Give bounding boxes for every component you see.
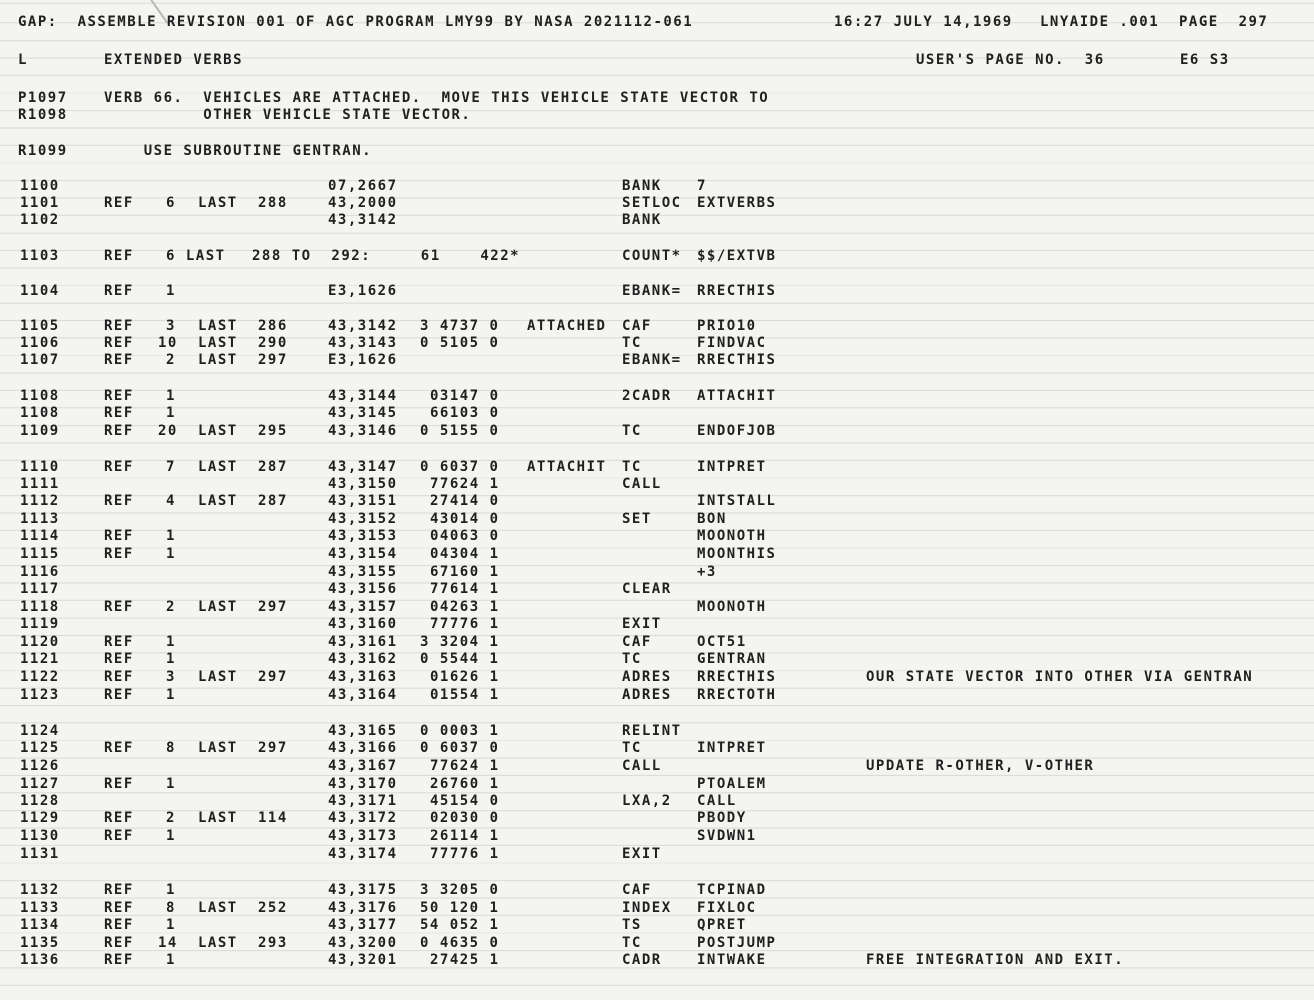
last-label: LAST <box>198 335 238 351</box>
ref-count: 14 <box>158 935 178 951</box>
ref-count: 1 <box>166 283 176 299</box>
ref-count: 1 <box>166 828 176 844</box>
octal-word: 0 5105 0 <box>420 335 500 351</box>
last-page: 293 <box>258 935 288 951</box>
ref-count: 10 <box>158 335 178 351</box>
line-number: 1116 <box>20 564 60 580</box>
octal-word: 54 052 1 <box>420 917 500 933</box>
operand: PTOALEM <box>697 776 767 792</box>
address: 43,3145 <box>328 405 398 421</box>
ref-label: REF <box>104 423 134 439</box>
line-number: 1134 <box>20 917 60 933</box>
ref-count: 1 <box>166 528 176 544</box>
ref-count: 1 <box>166 917 176 933</box>
operand: GENTRAN <box>697 651 767 667</box>
ref-label: REF <box>104 935 134 951</box>
octal-word: 45154 0 <box>430 793 500 809</box>
address: 43,3165 <box>328 723 398 739</box>
operand: SVDWN1 <box>697 828 757 844</box>
octal-word: 27414 0 <box>430 493 500 509</box>
octal-word: 77624 1 <box>430 758 500 774</box>
ref-count: 3 <box>166 669 176 685</box>
operand: RRECTHIS <box>697 352 777 368</box>
ref-label: REF <box>104 917 134 933</box>
last-page: 297 <box>258 669 288 685</box>
opcode: TS <box>622 917 642 933</box>
ref-count: 1 <box>166 687 176 703</box>
octal-word: 77624 1 <box>430 476 500 492</box>
ref-label: REF <box>104 669 134 685</box>
line-number: 1109 <box>20 423 60 439</box>
line-number: 1105 <box>20 318 60 334</box>
address: 43,3147 <box>328 459 398 475</box>
line-number: 1113 <box>20 511 60 527</box>
operand: FINDVAC <box>697 335 767 351</box>
ref-label: REF <box>104 405 134 421</box>
line-number: 1108 <box>20 388 60 404</box>
operand: ENDOFJOB <box>697 423 777 439</box>
opcode: BANK <box>622 178 662 194</box>
comment-text: VERB 66. VEHICLES ARE ATTACHED. MOVE THIS VEHICLE STATE VECTOR TO <box>104 90 770 106</box>
last-label: LAST <box>198 669 238 685</box>
octal-word: 3 3204 1 <box>420 634 500 650</box>
ref-label: REF <box>104 318 134 334</box>
address: 43,3200 <box>328 935 398 951</box>
octal-word: 01626 1 <box>430 669 500 685</box>
octal-word: 27425 1 <box>430 952 500 968</box>
address: 43,3144 <box>328 388 398 404</box>
address: 43,3160 <box>328 616 398 632</box>
last-label: LAST <box>198 599 238 615</box>
last-label: LAST <box>198 900 238 916</box>
remark: FREE INTEGRATION AND EXIT. <box>866 952 1125 968</box>
address: 43,3157 <box>328 599 398 615</box>
ref-label: REF <box>104 352 134 368</box>
ref-count: 1 <box>166 776 176 792</box>
ref-count: 7 <box>166 459 176 475</box>
address: E3,1626 <box>328 352 398 368</box>
line-number: 1126 <box>20 758 60 774</box>
opcode: EBANK= <box>622 283 682 299</box>
operand: QPRET <box>697 917 747 933</box>
line-number: 1117 <box>20 581 60 597</box>
operand: FIXLOC <box>697 900 757 916</box>
line-number: 1114 <box>20 528 60 544</box>
octal-word: 01554 1 <box>430 687 500 703</box>
last-label: LAST <box>198 935 238 951</box>
last-page: 288 TO 292: 61 422* <box>252 248 521 264</box>
address: 43,3163 <box>328 669 398 685</box>
line-number: 1121 <box>20 651 60 667</box>
operand: BON <box>697 511 727 527</box>
ref-label: REF <box>104 776 134 792</box>
line-number: 1119 <box>20 616 60 632</box>
page-header-timestamp: 16:27 JULY 14,1969 <box>834 14 1013 30</box>
address: E3,1626 <box>328 283 398 299</box>
ref-label: REF <box>104 493 134 509</box>
operand: PBODY <box>697 810 747 826</box>
address: 43,3156 <box>328 581 398 597</box>
address: 43,3172 <box>328 810 398 826</box>
opcode: CALL <box>622 476 662 492</box>
ref-count: 1 <box>166 546 176 562</box>
ref-count: 2 <box>166 810 176 826</box>
octal-word: 3 4737 0 <box>420 318 500 334</box>
octal-word: 50 120 1 <box>420 900 500 916</box>
octal-word: 0 6037 0 <box>420 740 500 756</box>
opcode: TC <box>622 459 642 475</box>
address: 43,2000 <box>328 195 398 211</box>
users-page-number: USER'S PAGE NO. 36 <box>916 52 1105 68</box>
address: 43,3155 <box>328 564 398 580</box>
address: 43,3166 <box>328 740 398 756</box>
ref-count: 6 <box>166 195 176 211</box>
page-header-title: GAP: ASSEMBLE REVISION 001 OF AGC PROGRAM LMY99 BY NASA 2021112-061 <box>18 14 694 30</box>
operand: INTWAKE <box>697 952 767 968</box>
address: 43,3162 <box>328 651 398 667</box>
operand: INTSTALL <box>697 493 777 509</box>
ref-label: REF <box>104 459 134 475</box>
last-page: 297 <box>258 740 288 756</box>
ref-label: REF <box>104 810 134 826</box>
last-label: LAST <box>198 740 238 756</box>
opcode: CALL <box>622 758 662 774</box>
ref-count: 3 <box>166 318 176 334</box>
line-number: 1123 <box>20 687 60 703</box>
last-page: 114 <box>258 810 288 826</box>
last-label: LAST <box>198 318 238 334</box>
opcode: LXA,2 <box>622 793 672 809</box>
line-number: 1111 <box>20 476 60 492</box>
address: 43,3164 <box>328 687 398 703</box>
line-number: 1125 <box>20 740 60 756</box>
page-header-page: LNYAIDE .001 PAGE 297 <box>1040 14 1269 30</box>
operand: RRECTOTH <box>697 687 777 703</box>
operand: 7 <box>697 178 707 194</box>
address: 43,3143 <box>328 335 398 351</box>
last-label: LAST <box>198 423 238 439</box>
section-title: EXTENDED VERBS <box>104 52 244 68</box>
address: 43,3152 <box>328 511 398 527</box>
line-number: 1112 <box>20 493 60 509</box>
opcode: 2CADR <box>622 388 672 404</box>
last-label: LAST <box>198 493 238 509</box>
ref-count: 1 <box>166 388 176 404</box>
ref-label: REF <box>104 599 134 615</box>
ref-label: REF <box>104 828 134 844</box>
last-label: LAST <box>198 352 238 368</box>
operand: $$/EXTVB <box>697 248 777 264</box>
opcode: EBANK= <box>622 352 682 368</box>
ref-label: REF <box>104 195 134 211</box>
line-number: 1102 <box>20 212 60 228</box>
ref-count: 2 <box>166 599 176 615</box>
symbol-label: ATTACHED <box>527 318 607 334</box>
operand: PRIO10 <box>697 318 757 334</box>
line-number: 1120 <box>20 634 60 650</box>
octal-word: 77614 1 <box>430 581 500 597</box>
last-page: 252 <box>258 900 288 916</box>
symbol-label: ATTACHIT <box>527 459 607 475</box>
octal-word: 77776 1 <box>430 616 500 632</box>
address: 43,3170 <box>328 776 398 792</box>
ref-label: REF <box>104 546 134 562</box>
octal-word: 04304 1 <box>430 546 500 562</box>
operand: RRECTHIS <box>697 669 777 685</box>
opcode: EXIT <box>622 616 662 632</box>
last-page: 295 <box>258 423 288 439</box>
ref-label: REF <box>104 634 134 650</box>
octal-word: 02030 0 <box>430 810 500 826</box>
address: 43,3154 <box>328 546 398 562</box>
operand: ATTACHIT <box>697 388 777 404</box>
address: 07,2667 <box>328 178 398 194</box>
last-page: 287 <box>258 459 288 475</box>
ref-label: REF <box>104 388 134 404</box>
address: 43,3161 <box>328 634 398 650</box>
line-number: 1136 <box>20 952 60 968</box>
ref-count: 6 LAST <box>166 248 226 264</box>
ref-label: REF <box>104 528 134 544</box>
operand: +3 <box>697 564 717 580</box>
opcode: EXIT <box>622 846 662 862</box>
address: 43,3171 <box>328 793 398 809</box>
last-page: 287 <box>258 493 288 509</box>
comment-text: USE SUBROUTINE GENTRAN. <box>104 143 373 159</box>
section-code: E6 S3 <box>1180 52 1230 68</box>
opcode: INDEX <box>622 900 672 916</box>
line-number: 1135 <box>20 935 60 951</box>
address: 43,3173 <box>328 828 398 844</box>
ref-label: REF <box>104 952 134 968</box>
address: 43,3142 <box>328 318 398 334</box>
operand: TCPINAD <box>697 882 767 898</box>
ref-label: REF <box>104 687 134 703</box>
octal-word: 0 0003 1 <box>420 723 500 739</box>
octal-word: 43014 0 <box>430 511 500 527</box>
line-number: 1100 <box>20 178 60 194</box>
opcode: CAF <box>622 634 652 650</box>
octal-word: 0 5155 0 <box>420 423 500 439</box>
address: 43,3176 <box>328 900 398 916</box>
line-number: 1127 <box>20 776 60 792</box>
opcode: CLEAR <box>622 581 672 597</box>
ref-count: 8 <box>166 740 176 756</box>
address: 43,3167 <box>328 758 398 774</box>
operand: CALL <box>697 793 737 809</box>
ref-count: 1 <box>166 651 176 667</box>
address: 43,3201 <box>328 952 398 968</box>
ref-label: REF <box>104 283 134 299</box>
ref-count: 1 <box>166 634 176 650</box>
line-number: 1107 <box>20 352 60 368</box>
address: 43,3177 <box>328 917 398 933</box>
operand: RRECTHIS <box>697 283 777 299</box>
line-number: 1129 <box>20 810 60 826</box>
octal-word: 26760 1 <box>430 776 500 792</box>
octal-word: 04263 1 <box>430 599 500 615</box>
opcode: COUNT* <box>622 248 682 264</box>
ref-count: 1 <box>166 952 176 968</box>
operand: INTPRET <box>697 740 767 756</box>
octal-word: 67160 1 <box>430 564 500 580</box>
octal-word: 77776 1 <box>430 846 500 862</box>
opcode: CAF <box>622 882 652 898</box>
operand: MOONOTH <box>697 599 767 615</box>
opcode: BANK <box>622 212 662 228</box>
line-number: 1101 <box>20 195 60 211</box>
octal-word: 0 6037 0 <box>420 459 500 475</box>
octal-word: 3 3205 0 <box>420 882 500 898</box>
ref-label: REF <box>104 248 134 264</box>
line-number: 1122 <box>20 669 60 685</box>
remark: UPDATE R-OTHER, V-OTHER <box>866 758 1095 774</box>
line-number: 1128 <box>20 793 60 809</box>
address: 43,3150 <box>328 476 398 492</box>
comment-number: R1099 <box>18 143 68 159</box>
line-number: 1110 <box>20 459 60 475</box>
ref-count: 1 <box>166 405 176 421</box>
opcode: CADR <box>622 952 662 968</box>
last-page: 297 <box>258 352 288 368</box>
last-page: 288 <box>258 195 288 211</box>
line-number: 1133 <box>20 900 60 916</box>
ref-count: 20 <box>158 423 178 439</box>
last-page: 286 <box>258 318 288 334</box>
last-label: LAST <box>198 195 238 211</box>
opcode: TC <box>622 740 642 756</box>
comment-text: OTHER VEHICLE STATE VECTOR. <box>104 107 472 123</box>
opcode: TC <box>622 335 642 351</box>
address: 43,3153 <box>328 528 398 544</box>
line-number: 1130 <box>20 828 60 844</box>
ref-label: REF <box>104 335 134 351</box>
last-label: LAST <box>198 810 238 826</box>
operand: EXTVERBS <box>697 195 777 211</box>
line-number: 1115 <box>20 546 60 562</box>
last-page: 290 <box>258 335 288 351</box>
ref-count: 2 <box>166 352 176 368</box>
line-number: 1103 <box>20 248 60 264</box>
last-label: LAST <box>198 459 238 475</box>
comment-number: P1097 <box>18 90 68 106</box>
ref-label: REF <box>104 900 134 916</box>
address: 43,3146 <box>328 423 398 439</box>
line-number: 1106 <box>20 335 60 351</box>
opcode: TC <box>622 651 642 667</box>
ref-count: 4 <box>166 493 176 509</box>
line-number: 1132 <box>20 882 60 898</box>
octal-word: 26114 1 <box>430 828 500 844</box>
ref-label: REF <box>104 882 134 898</box>
opcode: SET <box>622 511 652 527</box>
ref-count: 8 <box>166 900 176 916</box>
operand: OCT51 <box>697 634 747 650</box>
opcode: TC <box>622 423 642 439</box>
last-page: 297 <box>258 599 288 615</box>
opcode: ADRES <box>622 687 672 703</box>
address: 43,3174 <box>328 846 398 862</box>
opcode: ADRES <box>622 669 672 685</box>
operand: INTPRET <box>697 459 767 475</box>
octal-word: 04063 0 <box>430 528 500 544</box>
octal-word: 0 5544 1 <box>420 651 500 667</box>
opcode: CAF <box>622 318 652 334</box>
line-number: 1118 <box>20 599 60 615</box>
line-number: 1108 <box>20 405 60 421</box>
operand: MOONOTH <box>697 528 767 544</box>
operand: POSTJUMP <box>697 935 777 951</box>
octal-word: 0 4635 0 <box>420 935 500 951</box>
remark: OUR STATE VECTOR INTO OTHER VIA GENTRAN <box>866 669 1254 685</box>
ref-label: REF <box>104 740 134 756</box>
opcode: RELINT <box>622 723 682 739</box>
ref-label: REF <box>104 651 134 667</box>
address: 43,3151 <box>328 493 398 509</box>
operand: MOONTHIS <box>697 546 777 562</box>
opcode: TC <box>622 935 642 951</box>
opcode: SETLOC <box>622 195 682 211</box>
octal-word: 66103 0 <box>430 405 500 421</box>
ref-count: 1 <box>166 882 176 898</box>
line-number: 1104 <box>20 283 60 299</box>
address: 43,3175 <box>328 882 398 898</box>
address: 43,3142 <box>328 212 398 228</box>
line-number: 1131 <box>20 846 60 862</box>
octal-word: 03147 0 <box>430 388 500 404</box>
line-number: 1124 <box>20 723 60 739</box>
comment-number: R1098 <box>18 107 68 123</box>
section-flag: L <box>18 52 28 68</box>
